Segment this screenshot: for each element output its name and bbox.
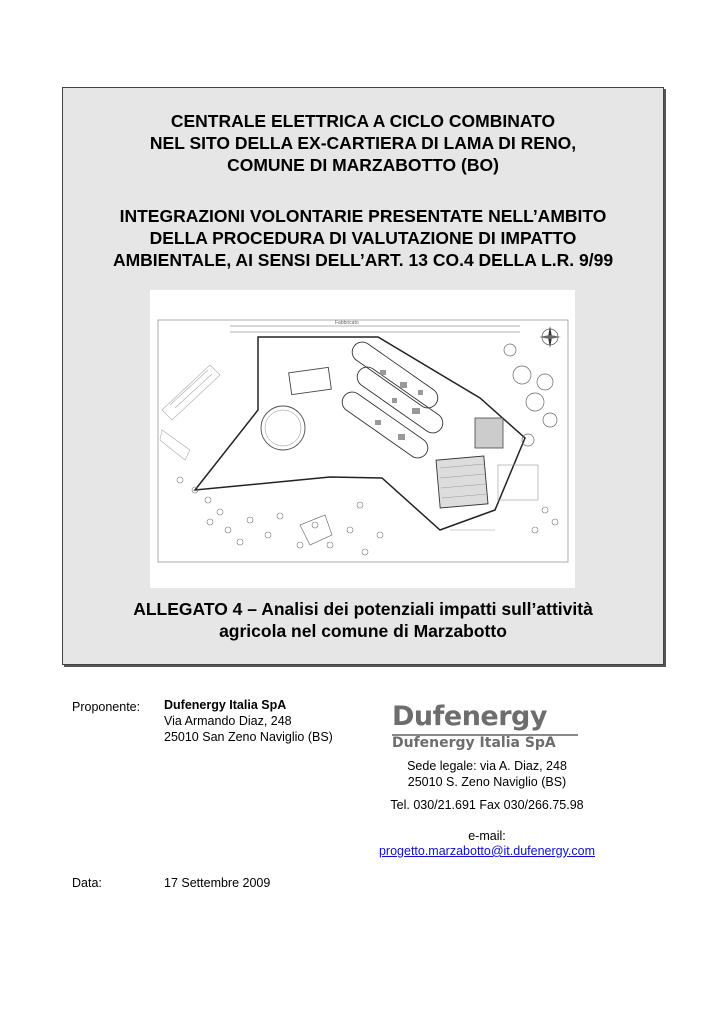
document-subtitle [63, 205, 663, 271]
proponent-label: Proponente: [72, 700, 141, 714]
title-line: NEL SITO DELLA EX-CARTIERA DI LAMA DI RENO, [149, 133, 577, 153]
email-label: e-mail: [468, 829, 506, 843]
email-link[interactable]: progetto.marzabotto@it.dufenergy.com [378, 844, 596, 858]
cover-box [62, 87, 664, 665]
proponent-address2: 25010 San Zeno Naviglio (BS) [164, 730, 333, 744]
date-value: 17 Settembre 2009 [164, 876, 271, 890]
subtitle-line: INTEGRAZIONI VOLONTARIE PRESENTATE NELL’AMBITO [119, 206, 607, 226]
date-label: Data: [72, 876, 102, 890]
legal-seat-line2: 25010 S. Zeno Naviglio (BS) [407, 775, 567, 789]
annex-title-line: ALLEGATO 4 – Analisi dei potenziali impatti sull’attività [133, 599, 593, 619]
annex-title-line: agricola nel comune di Marzabotto [219, 621, 507, 641]
document-title [63, 110, 663, 176]
subtitle-line: AMBIENTALE, AI SENSI DELL’ART. 13 CO.4 DELLA L.R. 9/99 [112, 250, 614, 270]
company-logo-subtitle: Dufenergy Italia SpA [392, 735, 556, 751]
proponent-address1: Via Armando Diaz, 248 [164, 714, 292, 728]
annex-title [63, 598, 663, 642]
phone-fax: Tel. 030/21.691 Fax 030/266.75.98 [390, 798, 584, 812]
company-logo: Dufenergy [392, 701, 547, 732]
site-plan-drawing [150, 290, 575, 588]
title-line: CENTRALE ELETTRICA A CICLO COMBINATO [170, 111, 556, 131]
legal-seat-line1: Sede legale: via A. Diaz, 248 [407, 759, 567, 773]
title-line: COMUNE DI MARZABOTTO (BO) [227, 155, 499, 175]
plan-road-label: Fabbricato [335, 320, 359, 326]
proponent-name: Dufenergy Italia SpA [164, 698, 287, 712]
subtitle-line: DELLA PROCEDURA DI VALUTAZIONE DI IMPATTO [149, 228, 577, 248]
